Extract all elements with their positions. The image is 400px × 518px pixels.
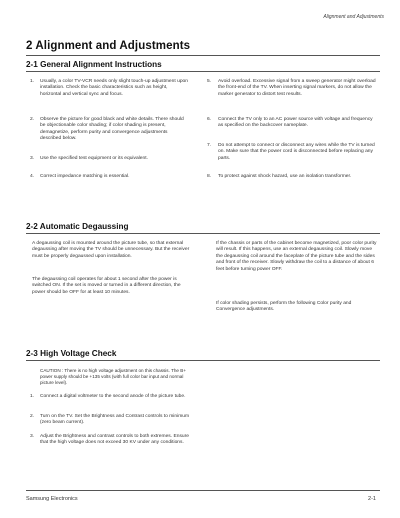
degaussing-paragraph-3: If the chassis or parts of the cabinet become magnetized, poor color purity will result. If this happens, use an external degaussing coil. Slowly move the degaussing coil around the faceplate of the picture tube and the sides and front of the receiver. Slowly withdraw the coil to a distance of about 6 feet before turning power OFF. [216, 241, 377, 272]
list-item: Connect the TV only to an AC power source with voltage and frequency as specified on the backcover nameplate. [218, 117, 373, 129]
running-header: Alignment and Adjustments [323, 14, 384, 20]
degaussing-paragraph-2: The degaussing coil operates for about 1 second after the power is switched ON. If the set is moved or turned in a different direction, the power should be OFF for at least 10 minutes. [32, 277, 181, 295]
list-item: Correct impedance matching is essential. [40, 174, 130, 179]
degaussing-paragraph-4: If color shading persists, perform the following Color purity and Convergence adjustments. [216, 301, 352, 313]
list-item: Use the specified test equipment or its equivalent. [40, 156, 148, 161]
footer-company: Samsung Electronics [26, 496, 78, 502]
list-item: Observe the picture for good black and white details. There should be objectionable color shading; if color shading is present, demagnetize, perform purity and convergence adjustments described below. [40, 117, 184, 142]
list-item: To protect against shock hazard, use an isolation transformer. [218, 174, 352, 179]
degaussing-paragraph-1: A degaussing coil is mounted around the picture tube, so that external degaussing after moving the TV should be unnecessary. But the receiver must be properly degaussed upon installation. [32, 241, 190, 259]
list-item-number: 7. [207, 143, 212, 148]
list-item-number: 3. [30, 156, 35, 161]
section-rule [26, 71, 380, 72]
chapter-rule [26, 55, 380, 56]
list-item-number: 1. [30, 394, 35, 399]
list-item-number: 4. [30, 174, 35, 179]
footer-rule [26, 490, 380, 491]
section-title-general-alignment: 2-1 General Alignment Instructions [26, 60, 162, 69]
list-item-number: 8. [207, 174, 212, 179]
section-title-high-voltage-check: 2-3 High Voltage Check [26, 349, 117, 358]
list-item: Adjust the Brightness and contrast controls to both extremes. Ensure that the high voltage does not exceed 30 KV under any conditions. [40, 434, 189, 446]
list-item: Connect a digital voltmeter to the second anode of the picture tube. [40, 394, 186, 399]
section-rule [26, 233, 380, 234]
list-item-number: 5. [207, 79, 212, 84]
caution-note: CAUTION : There is no high voltage adjustment on this chassis. The B+ power supply should be +135 volts (with full color bar input and normal picture level). [40, 368, 187, 385]
list-item-number: 3. [30, 434, 35, 439]
list-item: Avoid overload. Excessive signal from a sweep generator might overload the front-end of the TV. When inserting signal markers, do not allow the marker generator to distort test results. [218, 79, 376, 97]
list-item: Turn on the TV. Set the Brightness and Contrast controls to minimum (zero beam current). [40, 414, 190, 426]
list-item-number: 6. [207, 117, 212, 122]
list-item: Usually, a color TV-VCR needs only slight touch-up adjustment upon installation. Check the basic characteristics such as height, horizontal and vertical sync and focus. [40, 79, 188, 97]
section-title-automatic-degaussing: 2-2 Automatic Degaussing [26, 222, 129, 231]
section-rule [26, 360, 380, 361]
list-item-number: 2. [30, 117, 35, 122]
page-number: 2-1 [368, 496, 376, 502]
list-item: Do not attempt to connect or disconnect any wires while the TV is turned on. Make sure that the power cord is disconnected before replacing any parts. [218, 143, 375, 161]
chapter-title: 2 Alignment and Adjustments [26, 40, 191, 52]
list-item-number: 1. [30, 79, 35, 84]
list-item-number: 2. [30, 414, 35, 419]
